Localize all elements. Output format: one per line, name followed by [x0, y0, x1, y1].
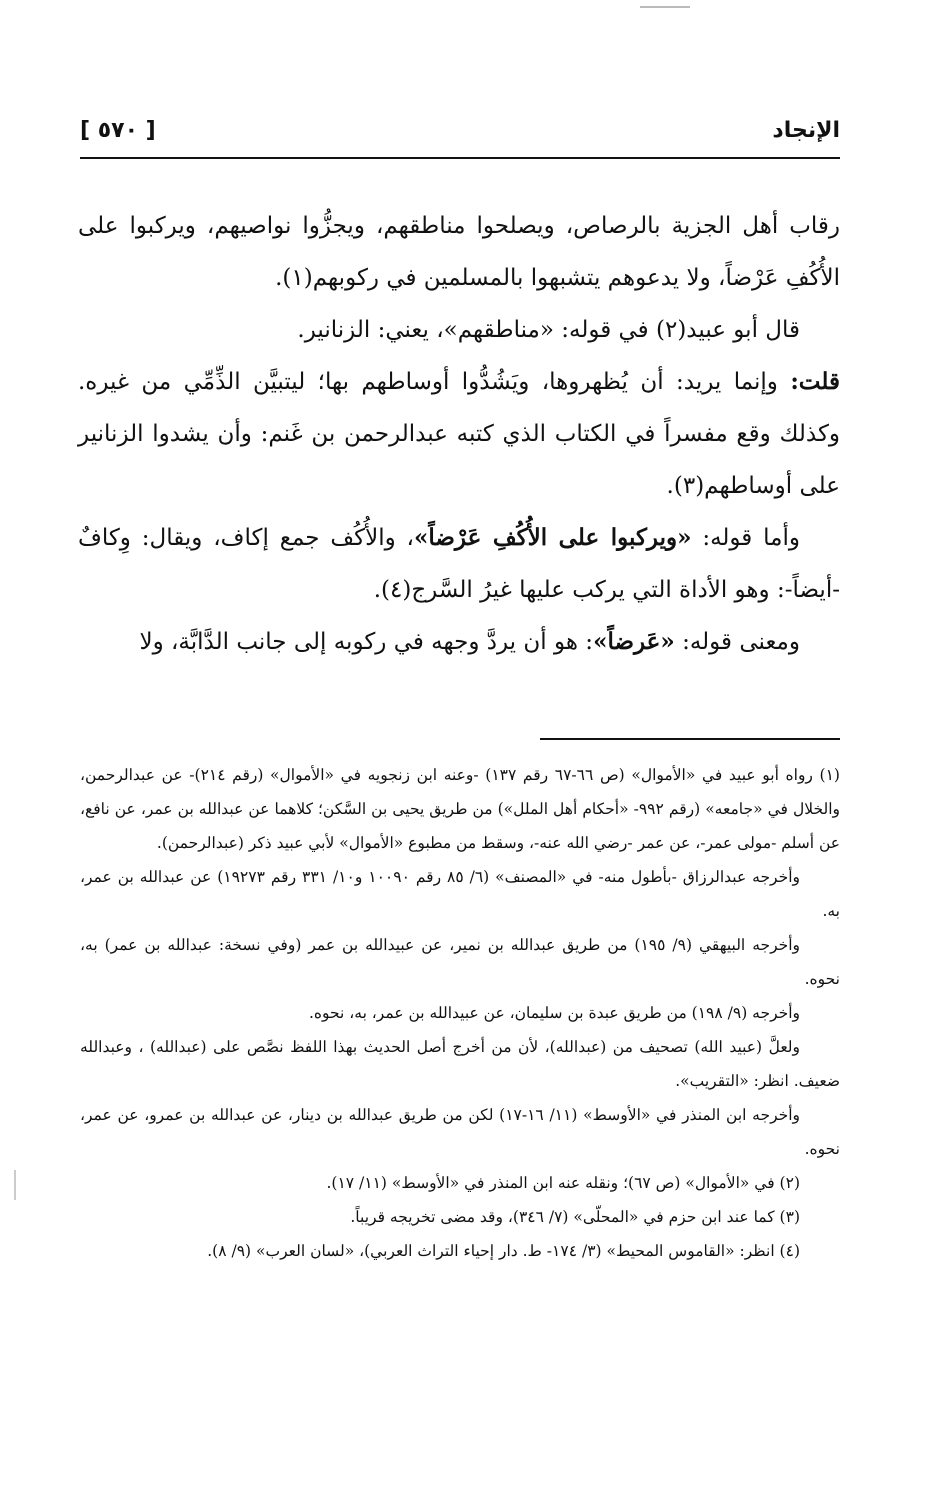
page-header: [80, 118, 840, 152]
paragraph-1: رقاب أهل الجزية بالرصاص، ويصلحوا مناطقهم، ويجزُّوا نواصيهم، ويركبوا على الأُكُفِ عَرْضاً، ولا يدعوهم يتشبهوا بالمسلمين في ركوبهم(١).: [78, 213, 840, 291]
main-text: [78, 200, 840, 668]
paragraph-4-rest: ، والأُكُف جمع إكاف، ويقال: وِكافٌ -أيضاً-: وهو الأداة التي يركب عليها غيرُ السَّرج(٤).: [78, 525, 840, 603]
footnote-4: (٤) انظر: «القاموس المحيط» (٣/ ١٧٤- ط. دار إحياء التراث العربي)، «لسان العرب» (٩/ ٨).: [207, 1242, 800, 1260]
footnote-1-f: وأخرجه ابن المنذر في «الأوسط» (١١/ ١٦-١٧) لكن من طريق عبدالله بن دينار، عن عبدالله بن عمرو، عن عمر، نحوه.: [80, 1106, 840, 1158]
footnotes: [80, 758, 840, 1268]
paragraph-4: [78, 512, 840, 616]
quoted-phrase: «ويركبوا على الأُكُفِ عَرْضاً»: [413, 524, 692, 551]
footnote-3: (٣) كما عند ابن حزم في «المحلّى» (٧/ ٣٤٦)، وقد مضى تخريجه قريباً.: [350, 1208, 800, 1226]
scan-artifact: [640, 6, 690, 8]
paragraph-5: [78, 616, 840, 668]
page-number: [ ٥٧٠ ]: [80, 118, 156, 143]
footnote-1-d: وأخرجه (٩/ ١٩٨) من طريق عبدة بن سليمان، عن عبيدالله بن عمر، به، نحوه.: [308, 1004, 800, 1022]
paragraph-5-rest: : هو أن يردَّ وجهه في ركوبه إلى جانب الدَّابَّة، ولا: [139, 629, 594, 655]
paragraph-2: قال أبو عبيد(٢) في قوله: «مناطقهم»، يعني: الزنانير.: [297, 317, 800, 343]
header-rule: [80, 157, 840, 159]
qultu-lead: قلت:: [790, 368, 840, 395]
footnote-rule: [540, 738, 840, 740]
running-title: الإنجاد: [772, 118, 840, 143]
footnote-1-b: وأخرجه عبدالرزاق -بأطول منه- في «المصنف» (٦/ ٨٥ رقم ١٠٠٩٠ و١٠/ ٣٣١ رقم ١٩٢٧٣) عن عبدالله بن عمر، به.: [80, 868, 840, 920]
paragraph-5-start: ومعنى قوله:: [674, 629, 800, 655]
paragraph-3: [78, 356, 840, 512]
footnote-1: (١) رواه أبو عبيد في «الأموال» (ص ٦٦-٦٧ رقم ١٣٧) -وعنه ابن زنجويه في «الأموال» (رقم ٢١٤)- عن عبدالرحمن، والخلال في «جامعه» (رقم ٩٩٢- «أحكام أهل الملل») من طريق يحيى بن السَّكن؛ كلاهما عن عبدالله بن عمر، عن نافع، عن أسلم -مولى عمر-، عن عمر -رضي الله عنه-، وسقط من مطبوع «الأموال» لأبي عبيد ذكر (عبدالرحمن).: [80, 766, 840, 852]
paragraph-4-start: وأما قوله:: [691, 525, 800, 551]
quoted-word: «عَرضاً»: [593, 628, 675, 655]
footnote-1-c: وأخرجه البيهقي (٩/ ١٩٥) من طريق عبدالله بن نمير، عن عبيدالله بن عمر (وفي نسخة: عبدالله بن عمر) به، نحوه.: [80, 936, 840, 988]
footnote-2: (٢) في «الأموال» (ص ٦٧)؛ ونقله عنه ابن المنذر في «الأوسط» (١١/ ١٧).: [326, 1174, 800, 1192]
scan-edge-mark: [14, 1170, 16, 1200]
footnote-1-e: ولعلَّ (عبيد الله) تصحيف من (عبدالله)، لأن من أخرج أصل الحديث بهذا اللفظ نصَّص على (عبدالله) ، وعبدالله ضعيف. انظر: «التقريب».: [80, 1038, 840, 1090]
paragraph-3-text: وإنما يريد: أن يُظهروها، ويَشُدُّوا أوساطهم بها؛ ليتبيَّن الذِّمِّي من غيره. وكذلك وقع مفسراً في الكتاب الذي كتبه عبدالرحمن بن غَنم: وأن يشدوا الزنانير على أوساطهم(٣).: [78, 369, 840, 499]
